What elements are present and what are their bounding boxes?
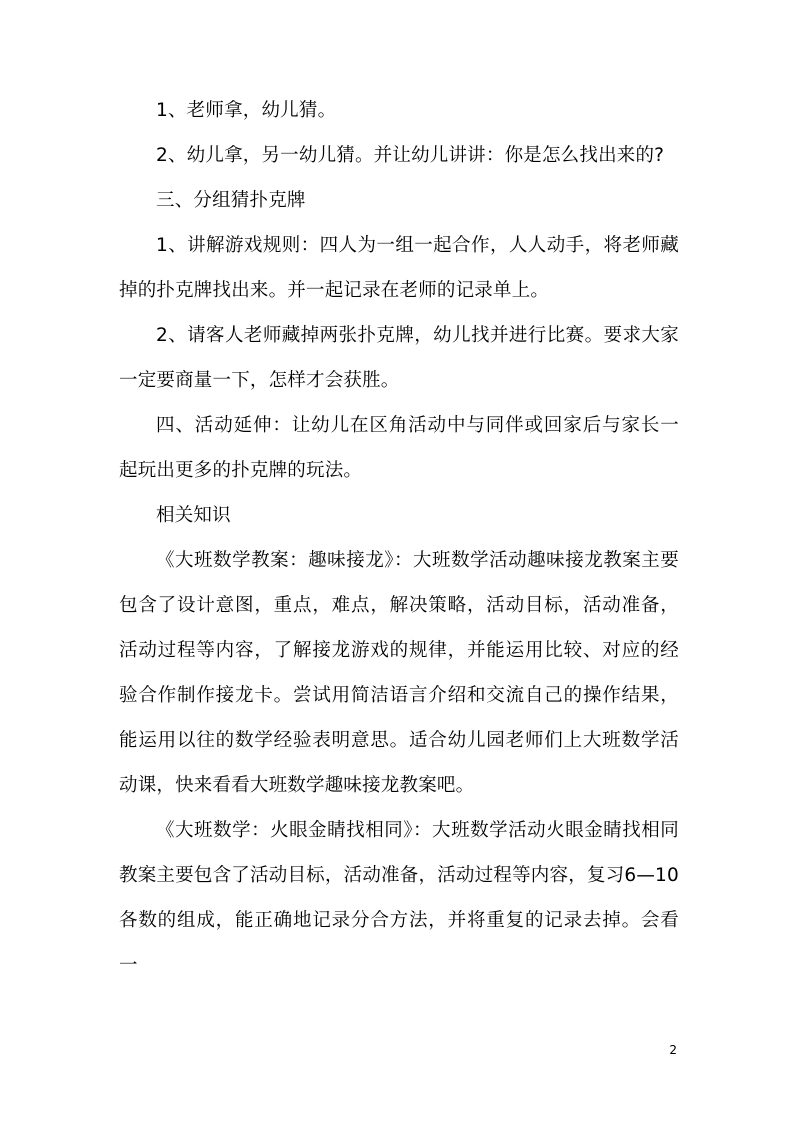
page-body (119, 88, 679, 988)
page-number: 2 (669, 1043, 677, 1057)
paragraph-step-1: 1、老师拿，幼儿猜。 (156, 100, 337, 121)
paragraph-competition: 2、请客人老师藏掉两张扑克牌，幼儿找并进行比赛。要求大家一定要商量一下，怎样才会获胜。 (119, 325, 679, 391)
paragraph-rules: 1、讲解游戏规则：四人为一组一起合作，人人动手，将老师藏掉的扑克牌找出来。并一起记录在老师的记录单上。 (119, 235, 679, 301)
section-heading-4: 四、活动延伸：让幼儿在区角活动中与同伴或回家后与家长一起玩出更多的扑克牌的玩法。 (119, 415, 679, 481)
paragraph-related-2: 《大班数学：火眼金睛找相同》：大班数学活动火眼金睛找相同教案主要包含了活动目标，活动准备，活动过程等内容，复习6—10各数的组成，能正确地记录分合方法，并将重复的记录去掉。会看一 (119, 820, 679, 976)
related-knowledge-heading: 相关知识 (156, 505, 231, 526)
section-heading-3: 三、分组猜扑克牌 (156, 190, 306, 211)
paragraph-related-1: 《大班数学教案：趣味接龙》：大班数学活动趣味接龙教案主要包含了设计意图，重点，难点，解决策略，活动目标，活动准备，活动过程等内容，了解接龙游戏的规律，并能运用比较、对应的经验合作制作接龙卡。尝试用简洁语言介绍和交流自己的操作结果，能运用以往的数学经验表明意思。适合幼儿园老师们上大班数学活动课，快来看看大班数学趣味接龙教案吧。 (119, 550, 679, 796)
paragraph-step-2: 2、幼儿拿，另一幼儿猜。并让幼儿讲讲：你是怎么找出来的? (156, 145, 665, 166)
